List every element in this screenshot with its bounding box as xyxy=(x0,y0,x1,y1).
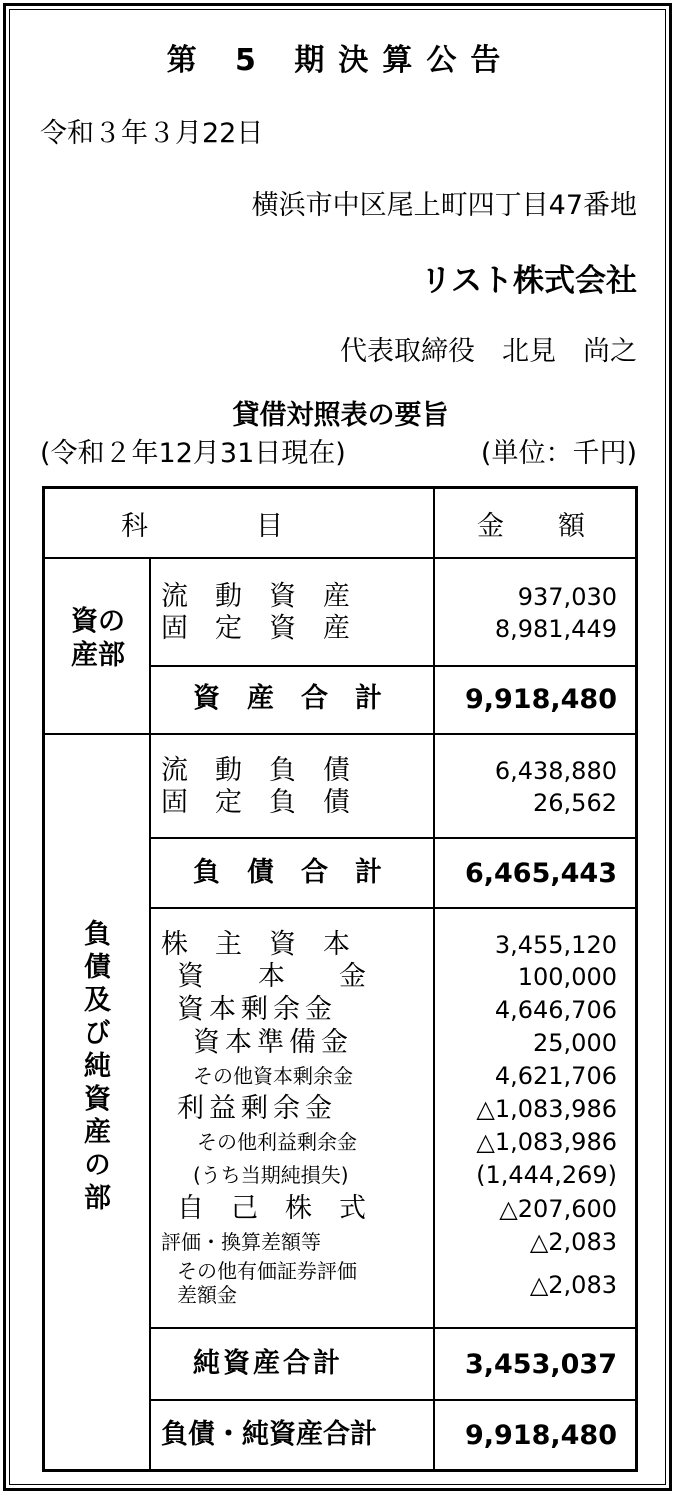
equity-row-label: 利益剰余金 xyxy=(177,1093,337,1124)
equity-row-label: (うち当期純損失) xyxy=(193,1163,349,1187)
equity-row-value: 3,455,120 xyxy=(494,931,617,959)
asset-row-label: 固 定 資 産 xyxy=(161,613,350,644)
notice-title: 第 5 期決算公告 xyxy=(166,43,515,78)
equity-row-label: その他資本剰余金 xyxy=(193,1064,353,1088)
row-divider xyxy=(149,665,635,667)
row-divider xyxy=(149,1327,635,1329)
equity-row-value: (1,444,269) xyxy=(476,1161,617,1189)
equity-row-label: 資 本 金 xyxy=(177,961,366,992)
asset-row-value: 937,030 xyxy=(517,583,617,611)
assets-total-value: 9,918,480 xyxy=(464,684,617,715)
company-address: 横浜市中区尾上町四丁目47番地 xyxy=(251,190,637,221)
equity-row-value: 4,646,706 xyxy=(494,996,617,1024)
liability-row-value: 26,562 xyxy=(533,789,617,817)
row-divider xyxy=(149,907,635,909)
liabilities-total-label: 負 債 合 計 xyxy=(193,857,382,888)
row-divider xyxy=(45,557,635,559)
representative: 代表取締役 北見 尚之 xyxy=(340,336,637,367)
equity-row-label: 評価・換算差額等 xyxy=(161,1230,321,1254)
balance-sheet-table xyxy=(42,486,638,1472)
equity-row-value: △1,083,986 xyxy=(476,1095,617,1123)
liabilities-equity-section-label: 負債及び純資産の部 xyxy=(79,919,110,1216)
equity-row-label: 自 己 株 式 xyxy=(177,1193,366,1224)
company-name: リスト株式会社 xyxy=(420,263,637,299)
balance-sheet-title: 貸借対照表の要旨 xyxy=(232,400,449,431)
balance-sheet-date: (令和２年12月31日現在) xyxy=(40,438,346,469)
liabilities-total-value: 6,465,443 xyxy=(464,858,617,889)
equity-row-value: 100,000 xyxy=(517,963,617,991)
equity-row-label: 株 主 資 本 xyxy=(161,929,350,960)
equity-row-value: 4,621,706 xyxy=(494,1062,617,1090)
header-amount: 金 額 xyxy=(477,511,585,542)
equity-total-label: 純資産合計 xyxy=(193,1348,343,1379)
equity-row-label: 資本準備金 xyxy=(193,1027,353,1058)
equity-total-value: 3,453,037 xyxy=(464,1349,617,1380)
grand-total-label: 負債・純資産合計 xyxy=(161,1419,377,1450)
row-divider xyxy=(45,733,635,735)
row-divider xyxy=(149,1399,635,1401)
liability-row-label: 流 動 負 債 xyxy=(161,755,350,786)
assets-section-label: 資の産部 xyxy=(71,606,125,671)
equity-row-value: △2,083 xyxy=(529,1228,617,1256)
header-item: 科 目 xyxy=(121,511,283,542)
equity-row-value: △1,083,986 xyxy=(476,1128,617,1156)
equity-row-label: その他利益剰余金 xyxy=(197,1130,357,1154)
asset-row-label: 流 動 資 産 xyxy=(161,581,350,612)
grand-total-value: 9,918,480 xyxy=(464,1420,617,1451)
col-divider xyxy=(149,557,151,1469)
equity-row-value: △2,083 xyxy=(529,1271,617,1299)
row-divider xyxy=(149,837,635,839)
equity-row-label: 資本剰余金 xyxy=(177,994,337,1025)
assets-total-label: 資 産 合 計 xyxy=(193,683,382,714)
liability-row-label: 固 定 負 債 xyxy=(161,787,350,818)
equity-row-label: その他有価証券評価 xyxy=(177,1259,357,1283)
liability-row-value: 6,438,880 xyxy=(494,757,617,785)
equity-row-value: △207,600 xyxy=(499,1195,617,1223)
balance-sheet-unit: (単位：千円) xyxy=(480,438,637,469)
equity-row-label: 差額金 xyxy=(177,1283,237,1307)
equity-row-value: 25,000 xyxy=(533,1029,617,1057)
notice-date: 令和３年３月22日 xyxy=(40,118,264,149)
asset-row-value: 8,981,449 xyxy=(494,615,617,643)
